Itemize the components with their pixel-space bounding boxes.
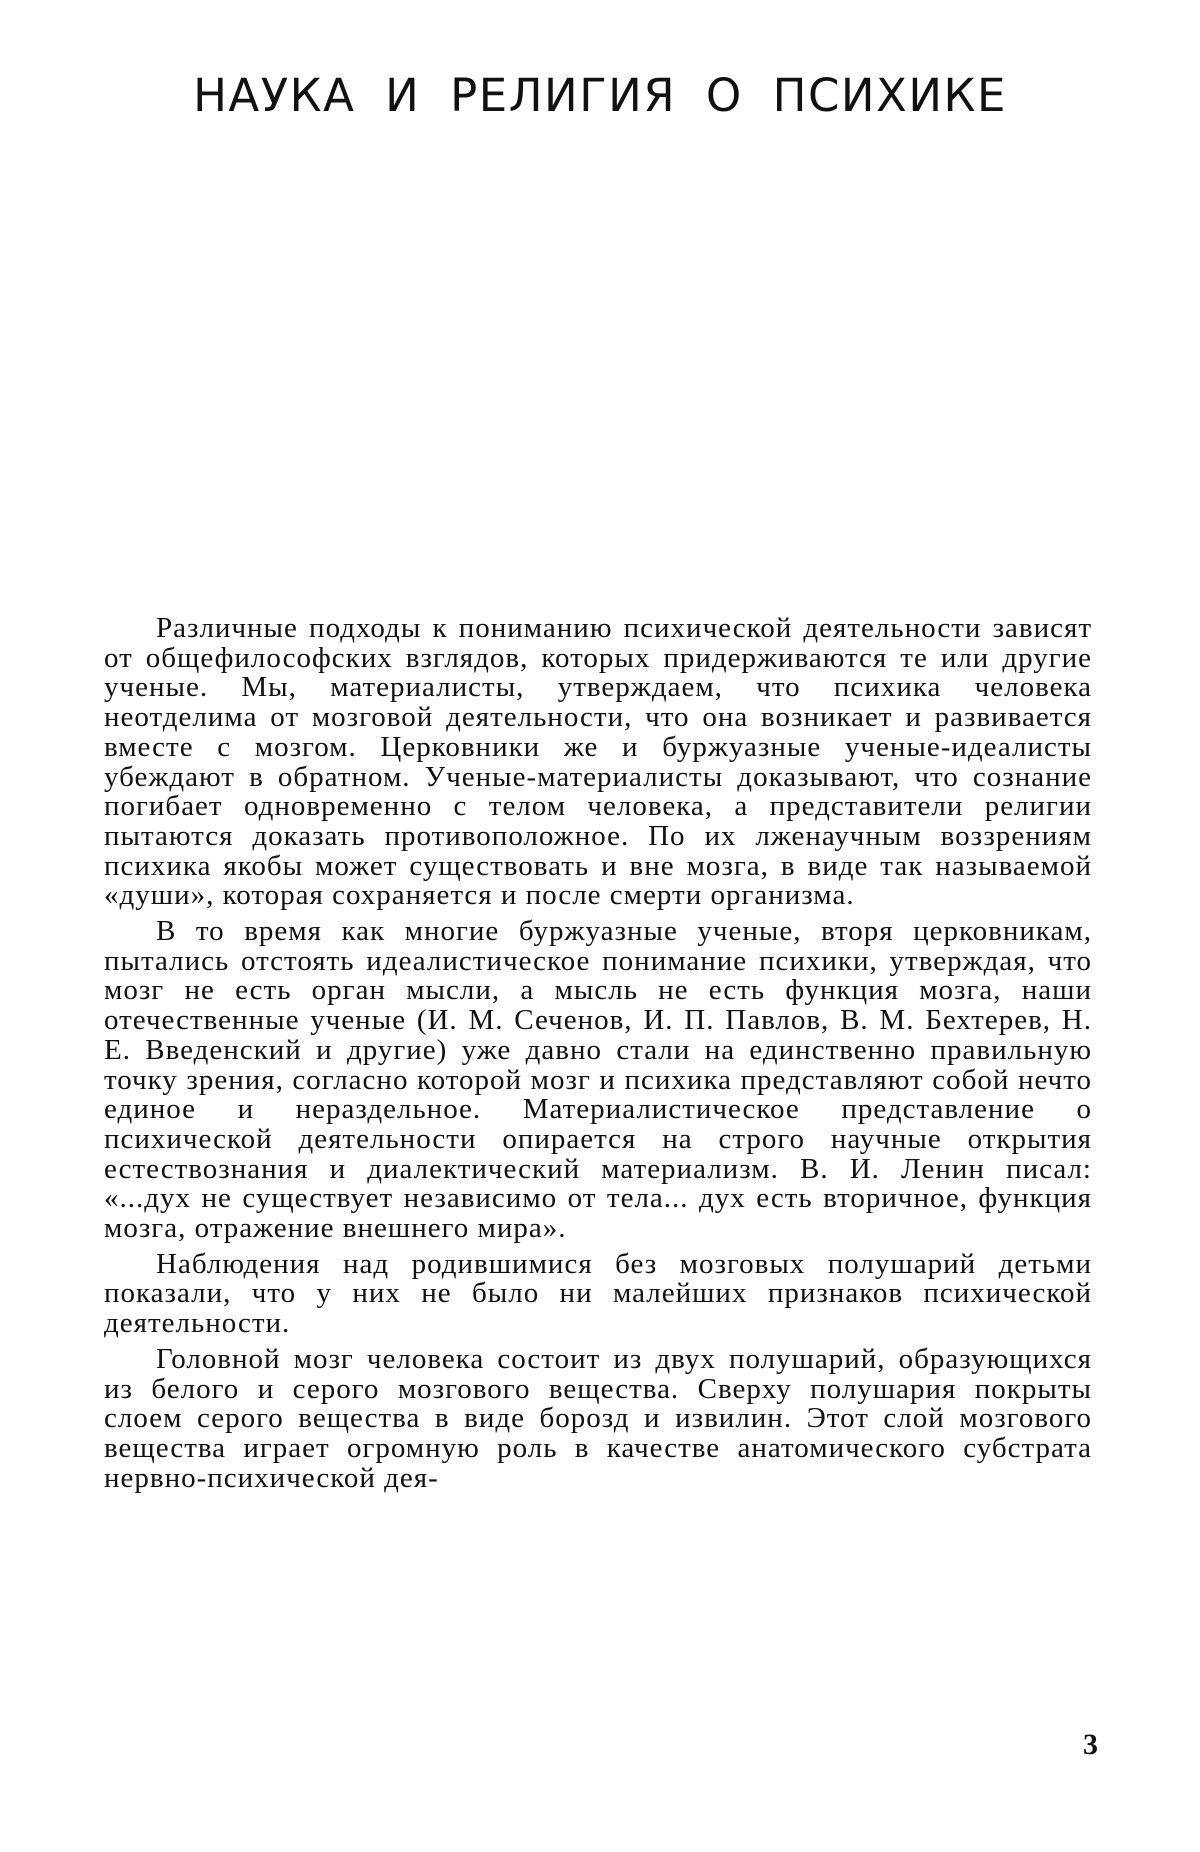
page-number: 3 xyxy=(1083,1728,1098,1761)
page-title: НАУКА И РЕЛИГИЯ О ПСИХИКЕ xyxy=(193,69,1007,122)
paragraph-2: В то время как многие буржуазные ученые, вторя церковникам, пытались отстоять идеалистическое понимание психики, утверждая, что мозг не есть орган мысли, а мысль не есть функция мозга, наши отечественные ученые (И. М. Сеченов, И. П. Павлов, В. М. Бехтерев, Н. Е. Введенский и другие) уже давно стали на единственно правильную точку зрения, согласно которой мозг и психика представляют собой нечто единое и нераздельное. Материалистическое представление о психической деятельности опирается на строго научные открытия естествознания и диалектический материализм. В. И. Ленин писал: «...дух не существует независимо от тела... дух есть вторичное, функция мозга, отражение внешнего мира». xyxy=(104,915,1092,1245)
paragraph-4: Головной мозг человека состоит из двух полушарий, образующихся из белого и серого мозгового вещества. Сверху полушария покрыты слоем серого вещества в виде борозд и извилин. Этот слой мозгового вещества играет огромную роль в качестве анатомического субстрата нервно-психической дея- xyxy=(104,1342,1092,1494)
paragraph-3: Наблюдения над родившимися без мозговых полушарий детьми показали, что у них не было ни малейших признаков психической деятельности. xyxy=(104,1247,1092,1340)
body-text xyxy=(104,614,1092,1499)
paragraph-1: Различные подходы к пониманию психической деятельности зависят от общефилософских взглядов, которых придерживаются те или другие ученые. Мы, материалисты, утверждаем, что психика человека неотделима от мозговой деятельности, что она возникает и развивается вместе с мозгом. Церковники же и буржуазные ученые-идеалисты убеждают в обратном. Ученые-материалисты доказывают, что сознание погибает одновременно с телом человека, а представители религии пытаются доказать противоположное. По их лженаучным воззрениям психика якобы может существовать и вне мозга, в виде так называемой «души», которая сохраняется и после смерти организма. xyxy=(104,612,1092,912)
